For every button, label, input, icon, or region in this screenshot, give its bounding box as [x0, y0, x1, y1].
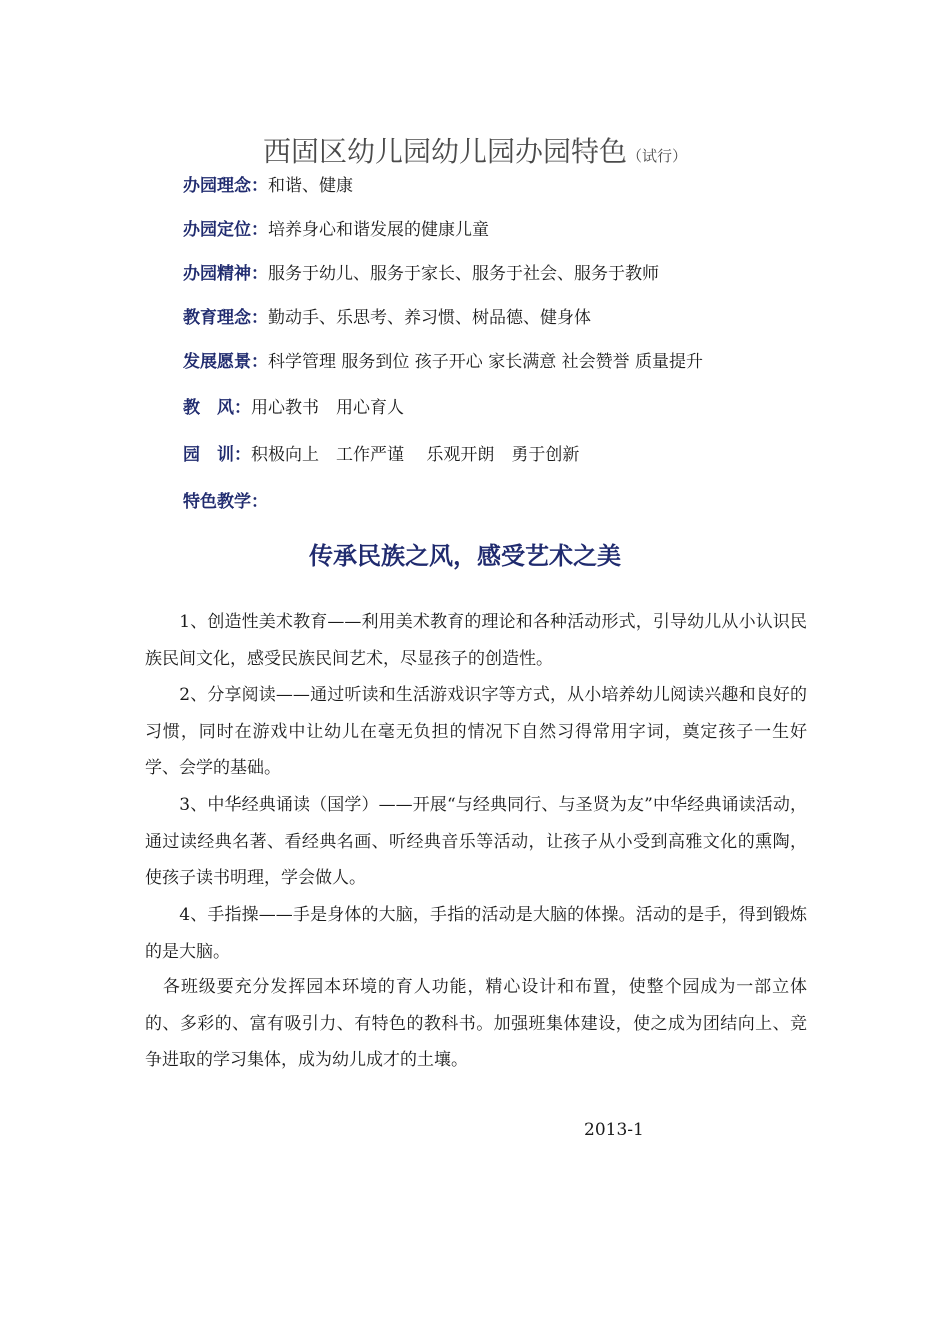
item-label: 办园定位： — [183, 220, 268, 240]
item-education-concept — [183, 306, 591, 330]
item-teaching-style — [183, 396, 404, 420]
item-spirit — [183, 262, 659, 286]
item-value: 服务于幼儿、服务于家长、服务于社会、服务于教师 — [268, 264, 659, 284]
item-positioning — [183, 218, 489, 242]
paragraph-class-environment: 各班级要充分发挥园本环境的育人功能，精心设计和布置，使整个园成为一部立体的、多彩的、富有吸引力、有特色的教科书。加强班集体建设，使之成为团结向上、竞争进取的学习集体，成为幼儿成才的土壤。 — [145, 977, 807, 1070]
item-label: 发展愿景： — [183, 352, 268, 372]
paragraph-shared-reading: 2、分享阅读——通过听读和生活游戏识字等方式，从小培养幼儿阅读兴趣和良好的习惯，同时在游戏中让幼儿在毫无负担的情况下自然习得常用字词，奠定孩子一生好学、会学的基础。 — [145, 685, 807, 778]
paragraph-finger-exercise: 4、手指操——手是身体的大脑，手指的活动是大脑的体操。活动的是手，得到锻炼的是大脑。 — [145, 905, 807, 962]
item-label: 办园精神： — [183, 264, 268, 284]
item-label: 园 训： — [183, 445, 251, 465]
paragraph-art-education: 1、创造性美术教育——利用美术教育的理论和各种活动形式，引导幼儿从小认识民族民间文化，感受民族民间艺术，尽显孩子的创造性。 — [145, 612, 807, 669]
section-heading: 传承民族之风，感受艺术之美 — [309, 541, 621, 570]
item-philosophy — [183, 174, 353, 198]
paragraph-classics-recitation: 3、中华经典诵读（国学）——开展“与经典同行、与圣贤为友”中华经典诵读活动，通过读经典名著、看经典名画、听经典音乐等活动，让孩子从小受到高雅文化的熏陶，使孩子读书明理，学会做人。 — [145, 795, 807, 888]
item-value: 科学管理 服务到位 孩子开心 家长满意 社会赞誉 质量提升 — [268, 352, 704, 372]
item-value: 和谐、健康 — [268, 176, 353, 196]
item-featured-teaching — [183, 490, 268, 514]
title-main: 西固区幼儿园幼儿园办园特色 — [262, 135, 627, 168]
item-value: 用心教书 用心育人 — [251, 398, 404, 418]
item-value: 积极向上 工作严谨 乐观开朗 勇于创新 — [251, 445, 580, 465]
item-label: 办园理念： — [183, 176, 268, 196]
title-sub: （试行） — [627, 147, 688, 165]
item-value: 培养身心和谐发展的健康儿童 — [268, 220, 489, 240]
item-motto — [183, 443, 579, 467]
item-label: 教 风： — [183, 398, 251, 418]
item-vision — [183, 350, 703, 374]
document-date: 2013-1 — [584, 1120, 644, 1140]
document-title — [0, 134, 950, 174]
item-value: 勤动手、乐思考、养习惯、树品德、健身体 — [268, 308, 591, 328]
item-label: 特色教学： — [183, 492, 268, 512]
item-label: 教育理念： — [183, 308, 268, 328]
